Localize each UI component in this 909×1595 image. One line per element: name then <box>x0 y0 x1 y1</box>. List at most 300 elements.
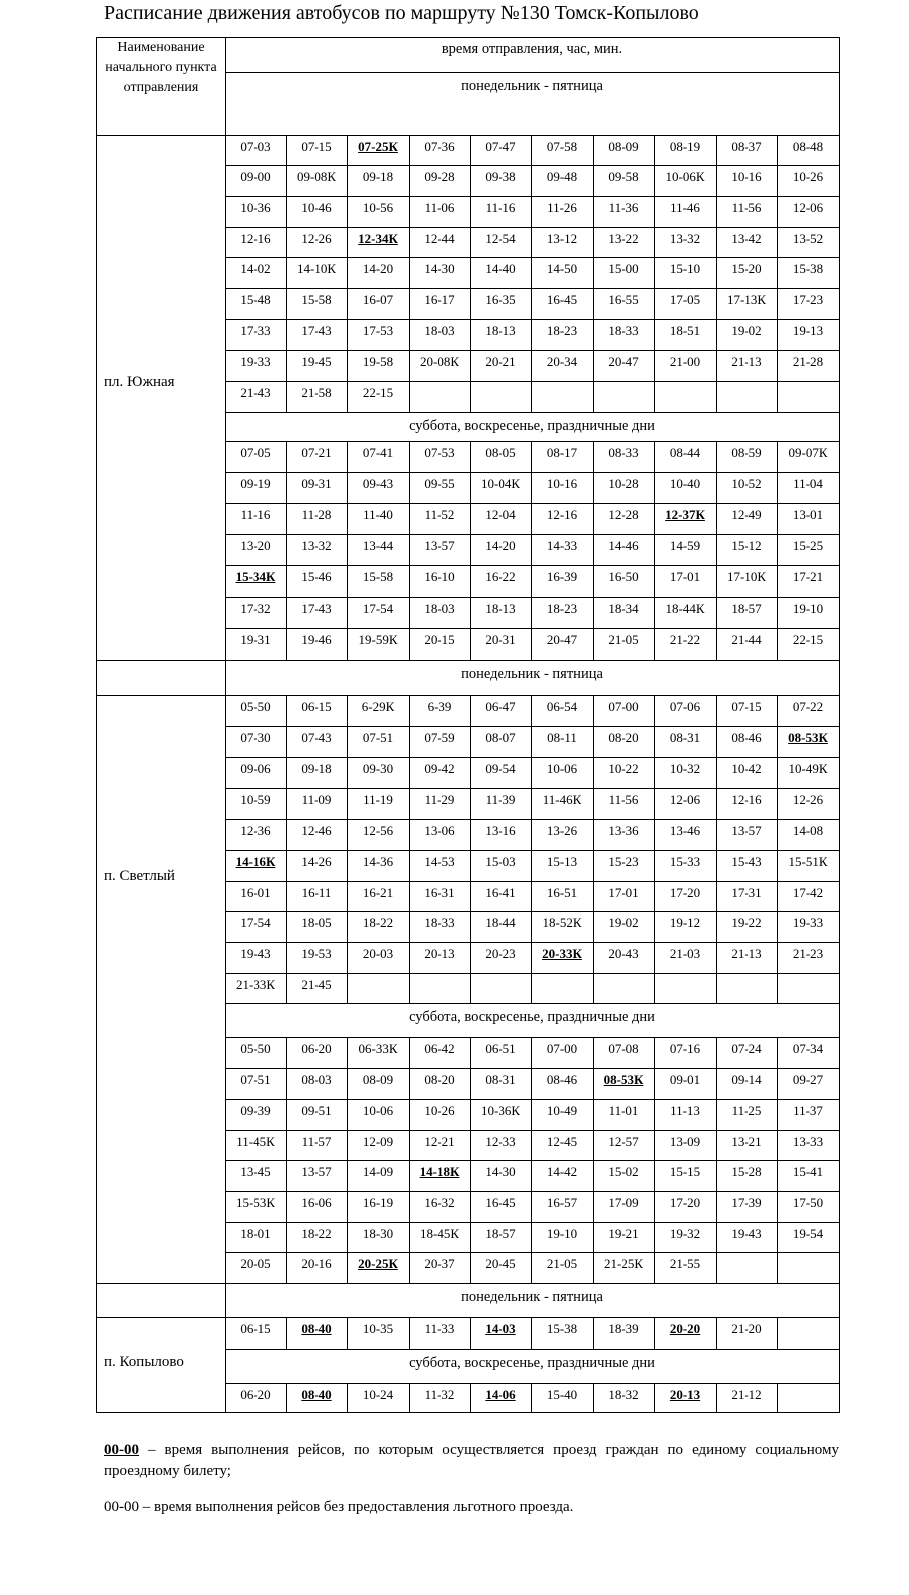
departure-time: 11-45К <box>236 1134 275 1149</box>
departure-time: 17-31 <box>731 885 762 900</box>
departure-time: 09-28 <box>424 169 455 184</box>
departure-time: 16-11 <box>301 885 332 900</box>
departure-time: 11-56 <box>608 792 639 807</box>
departure-time: 08-11 <box>547 730 577 745</box>
departure-time: 07-06 <box>669 699 701 714</box>
departure-time: 17-09 <box>608 1195 639 1210</box>
departure-time: 09-19 <box>240 476 271 491</box>
departure-time: 15-33 <box>669 854 701 869</box>
departure-time: 16-45 <box>485 1195 516 1210</box>
departure-time: 10-52 <box>731 476 762 491</box>
departure-time: 07-59 <box>424 730 455 745</box>
station-name: пл. Южная <box>104 374 175 390</box>
departure-time: 13-42 <box>731 231 762 246</box>
departure-time: 10-16 <box>731 169 762 184</box>
departure-time: 08-48 <box>792 139 824 154</box>
departure-time: 14-08 <box>792 823 824 838</box>
departure-time: 10-36 <box>240 200 271 215</box>
departure-time: 10-36К <box>481 1103 520 1118</box>
departure-time: 15-53К <box>236 1195 275 1210</box>
departure-time: 16-22 <box>485 569 516 584</box>
departure-time: 17-10К <box>727 569 766 584</box>
departure-time: 14-30 <box>424 261 455 276</box>
departure-time: 09-18 <box>301 761 332 776</box>
departure-time: 20-33К <box>542 946 582 961</box>
departure-time: 16-21 <box>362 885 394 900</box>
departure-time: 16-10 <box>424 569 455 584</box>
departure-time: 14-30 <box>485 1164 516 1179</box>
departure-time: 21-12 <box>731 1387 762 1402</box>
departure-time: 19-54 <box>792 1226 824 1241</box>
departure-time: 15-25 <box>792 538 824 553</box>
departure-time: 21-05 <box>608 632 639 647</box>
departure-time: 15-03 <box>485 854 516 869</box>
departure-time: 11-01 <box>608 1103 639 1118</box>
departure-time: 11-25 <box>731 1103 762 1118</box>
departure-time <box>531 973 593 1003</box>
departure-time: 20-03 <box>362 946 394 961</box>
departure-time: 13-33 <box>792 1134 824 1149</box>
departure-time <box>409 973 470 1003</box>
departure-time: 11-16 <box>485 200 516 215</box>
departure-time: 19-58 <box>362 354 394 369</box>
departure-time: 13-22 <box>608 231 639 246</box>
departure-time: 10-32 <box>669 761 701 776</box>
departure-time: 21-33К <box>236 977 275 992</box>
departure-time: 19-59К <box>358 632 398 647</box>
departure-time: 15-48 <box>240 292 271 307</box>
departure-time: 08-31 <box>485 1072 516 1087</box>
departure-time: 15-51К <box>788 854 828 869</box>
departure-time: 06-15 <box>240 1321 271 1336</box>
departure-time: 12-54 <box>485 231 516 246</box>
departure-time: 07-00 <box>608 699 639 714</box>
departure-time: 08-40 <box>301 1387 332 1402</box>
departure-time: 15-28 <box>731 1164 762 1179</box>
departure-time: 21-55 <box>669 1256 701 1271</box>
departure-time <box>531 381 593 412</box>
departure-time: 17-50 <box>792 1195 824 1210</box>
departure-time: 14-02 <box>240 261 271 276</box>
departure-time: 08-46 <box>546 1072 578 1087</box>
departure-time: 16-35 <box>485 292 516 307</box>
departure-time: 14-46 <box>608 538 639 553</box>
departure-time: 16-55 <box>608 292 639 307</box>
departure-time <box>593 973 654 1003</box>
departure-time: 16-45 <box>546 292 578 307</box>
departure-time: 14-50 <box>546 261 578 276</box>
departure-time: 14-33 <box>546 538 578 553</box>
departure-time: 11-09 <box>301 792 332 807</box>
departure-time: 14-16К <box>235 854 276 869</box>
departure-time: 12-04 <box>485 507 516 522</box>
departure-time: 18-22 <box>362 915 394 930</box>
departure-time: 19-13 <box>792 323 824 338</box>
departure-time: 17-43 <box>301 323 332 338</box>
departure-time: 17-23 <box>792 292 824 307</box>
departure-time: 20-15 <box>424 632 455 647</box>
departure-time: 05-50 <box>240 1041 271 1056</box>
departure-time: 07-51 <box>240 1072 271 1087</box>
departure-time: 18-13 <box>485 601 516 616</box>
departure-time: 11-40 <box>363 507 393 522</box>
header-station-column: Наименование начального пункта отправления <box>105 40 217 95</box>
departure-time: 20-25К <box>358 1256 398 1271</box>
departure-time: 12-57 <box>608 1134 639 1149</box>
departure-time: 08-05 <box>485 445 516 460</box>
departure-time: 12-16 <box>546 507 578 522</box>
row-border <box>225 1412 840 1413</box>
departure-time: 10-06К <box>665 169 705 184</box>
departure-time: 09-54 <box>485 761 516 776</box>
departure-time: 11-28 <box>301 507 332 522</box>
departure-time: 10-28 <box>608 476 639 491</box>
departure-time: 13-36 <box>608 823 639 838</box>
departure-time: 18-34 <box>608 601 639 616</box>
departure-time: 17-21 <box>792 569 824 584</box>
departure-time: 21-23 <box>792 946 824 961</box>
departure-time <box>347 973 409 1003</box>
departure-time: 14-59 <box>669 538 701 553</box>
departure-time: 12-06 <box>792 200 824 215</box>
departure-time: 11-36 <box>608 200 639 215</box>
departure-time: 10-49К <box>788 761 828 776</box>
departure-time <box>777 973 839 1003</box>
departure-time: 13-26 <box>546 823 578 838</box>
departure-time <box>777 1317 839 1349</box>
departure-time: 07-36 <box>424 139 455 154</box>
departure-time: 19-43 <box>731 1226 762 1241</box>
departure-time: 17-42 <box>792 885 824 900</box>
departure-time: 07-16 <box>669 1041 701 1056</box>
departure-time: 18-44 <box>485 915 516 930</box>
departure-time: 08-19 <box>669 139 701 154</box>
departure-time: 13-57 <box>301 1164 332 1179</box>
departure-time: 14-20 <box>485 538 516 553</box>
departure-time: 08-33 <box>608 445 639 460</box>
departure-time: 14-03 <box>485 1321 516 1336</box>
departure-time: 13-16 <box>485 823 516 838</box>
departure-time: 11-29 <box>424 792 455 807</box>
column-border <box>839 37 840 1413</box>
departure-time: 11-39 <box>485 792 516 807</box>
departure-time: 11-04 <box>793 476 823 491</box>
departure-time: 21-00 <box>669 354 701 369</box>
departure-time: 18-44К <box>665 601 705 616</box>
departure-time: 13-46 <box>669 823 701 838</box>
departure-time: 22-15 <box>362 385 394 400</box>
departure-time: 17-01 <box>669 569 701 584</box>
departure-time: 12-33 <box>485 1134 516 1149</box>
departure-time: 07-34 <box>792 1041 824 1056</box>
departure-time: 11-46 <box>670 200 700 215</box>
departure-time: 11-32 <box>424 1387 455 1402</box>
row-border <box>96 37 840 38</box>
departure-time: 15-58 <box>362 569 394 584</box>
departure-time: 17-43 <box>301 601 332 616</box>
departure-time: 18-22 <box>301 1226 332 1241</box>
departure-time: 10-56 <box>362 200 394 215</box>
departure-time: 17-05 <box>669 292 701 307</box>
departure-time: 09-30 <box>362 761 394 776</box>
departure-time: 6-39 <box>427 699 452 714</box>
departure-time: 18-05 <box>301 915 332 930</box>
departure-time: 18-52К <box>542 915 582 930</box>
departure-time: 15-46 <box>301 569 332 584</box>
departure-time: 19-02 <box>731 323 762 338</box>
departure-time <box>777 1383 839 1412</box>
departure-time: 12-56 <box>362 823 394 838</box>
departure-time: 20-34 <box>546 354 578 369</box>
departure-time: 09-38 <box>485 169 516 184</box>
departure-time: 09-39 <box>240 1103 271 1118</box>
departure-time: 09-00 <box>240 169 271 184</box>
departure-time: 13-57 <box>731 823 762 838</box>
departure-time: 16-06 <box>301 1195 332 1210</box>
legend-regular: 00-00 – время выполнения рейсов без предоставления льготного проезда. <box>104 1499 574 1515</box>
departure-time: 16-31 <box>424 885 455 900</box>
departure-time: 11-16 <box>240 507 271 522</box>
departure-time: 11-52 <box>424 507 455 522</box>
departure-time: 13-12 <box>546 231 578 246</box>
station-name: п. Светлый <box>104 868 175 884</box>
departure-time: 15-41 <box>792 1164 824 1179</box>
departure-time: 18-45К <box>420 1226 459 1241</box>
departure-time: 16-32 <box>424 1195 455 1210</box>
departure-time: 18-03 <box>424 601 455 616</box>
departure-time: 12-45 <box>546 1134 578 1149</box>
departure-time: 14-20 <box>362 261 394 276</box>
departure-time: 09-01 <box>669 1072 701 1087</box>
departure-time: 12-26 <box>792 792 824 807</box>
departure-time: 20-47 <box>546 632 578 647</box>
departure-time: 16-01 <box>240 885 271 900</box>
departure-time: 20-47 <box>608 354 639 369</box>
page-title: Расписание движения автобусов по маршруту №130 Томск-Копылово <box>104 2 699 24</box>
departure-time: 12-36 <box>240 823 271 838</box>
departure-time: 08-40 <box>301 1321 332 1336</box>
departure-time: 13-09 <box>669 1134 701 1149</box>
departure-time: 09-14 <box>731 1072 762 1087</box>
departure-time: 12-26 <box>301 231 332 246</box>
departure-time: 15-38 <box>546 1321 578 1336</box>
departure-time: 16-07 <box>362 292 394 307</box>
departure-time: 13-52 <box>792 231 824 246</box>
departure-time: 17-39 <box>731 1195 762 1210</box>
departure-time: 10-16 <box>546 476 578 491</box>
departure-time: 19-10 <box>546 1226 578 1241</box>
departure-time: 15-58 <box>301 292 332 307</box>
departure-time: 19-12 <box>669 915 701 930</box>
departure-time: 13-06 <box>424 823 455 838</box>
row-border <box>96 695 226 696</box>
departure-time <box>777 1252 839 1283</box>
departure-time: 10-35 <box>362 1321 394 1336</box>
departure-time: 07-51 <box>362 730 394 745</box>
departure-time <box>470 973 531 1003</box>
departure-time: 11-06 <box>424 200 455 215</box>
departure-time: 19-33 <box>792 915 824 930</box>
departure-time: 21-43 <box>240 385 271 400</box>
departure-time: 11-57 <box>301 1134 332 1149</box>
departure-time: 12-37К <box>665 507 705 522</box>
departure-time: 16-17 <box>424 292 455 307</box>
departure-time: 19-31 <box>240 632 271 647</box>
departure-time: 06-33К <box>358 1041 398 1056</box>
row-border <box>96 1317 226 1318</box>
departure-time: 16-51 <box>546 885 578 900</box>
departure-time: 10-49 <box>546 1103 578 1118</box>
departure-time: 11-19 <box>363 792 393 807</box>
departure-time: 07-15 <box>301 139 332 154</box>
departure-time: 13-57 <box>424 538 455 553</box>
departure-time: 20-13 <box>669 1387 701 1402</box>
departure-time: 21-25К <box>604 1256 643 1271</box>
departure-time: 20-20 <box>669 1321 701 1336</box>
day-type-label: суббота, воскресенье, праздничные дни <box>409 1355 655 1371</box>
departure-time: 11-26 <box>547 200 577 215</box>
departure-time: 17-54 <box>362 601 394 616</box>
departure-time: 20-21 <box>485 354 516 369</box>
departure-time: 21-44 <box>731 632 762 647</box>
departure-time: 15-40 <box>546 1387 578 1402</box>
departure-time: 07-03 <box>240 139 271 154</box>
departure-time: 11-46К <box>542 792 582 807</box>
departure-time: 12-49 <box>731 507 762 522</box>
departure-time: 08-09 <box>608 139 639 154</box>
departure-time: 15-10 <box>669 261 701 276</box>
departure-time: 14-53 <box>424 854 455 869</box>
departure-time: 10-06 <box>546 761 578 776</box>
departure-time: 18-23 <box>546 601 578 616</box>
departure-time <box>470 381 531 412</box>
departure-time: 20-13 <box>424 946 455 961</box>
departure-time <box>716 973 777 1003</box>
departure-time: 17-32 <box>240 601 271 616</box>
departure-time: 19-33 <box>240 354 271 369</box>
departure-time: 07-25К <box>358 139 398 154</box>
departure-time: 18-51 <box>669 323 701 338</box>
departure-time: 11-33 <box>424 1321 455 1336</box>
departure-time: 07-00 <box>546 1041 578 1056</box>
departure-time: 15-43 <box>731 854 762 869</box>
departure-time: 20-43 <box>608 946 639 961</box>
departure-time: 09-48 <box>546 169 578 184</box>
departure-time: 08-17 <box>546 445 578 460</box>
departure-time: 18-23 <box>546 323 578 338</box>
departure-time: 09-51 <box>301 1103 332 1118</box>
legend-bold-sample: 00-00 <box>104 1442 139 1458</box>
departure-time <box>654 973 716 1003</box>
departure-time: 21-05 <box>546 1256 578 1271</box>
departure-time <box>777 381 839 412</box>
departure-time: 18-32 <box>608 1387 639 1402</box>
departure-time: 16-41 <box>485 885 516 900</box>
departure-time: 21-03 <box>669 946 701 961</box>
departure-time: 10-46 <box>301 200 332 215</box>
departure-time: 17-01 <box>608 885 639 900</box>
departure-time: 07-53 <box>424 445 455 460</box>
departure-time: 09-43 <box>362 476 394 491</box>
day-type-label: суббота, воскресенье, праздничные дни <box>409 1009 655 1025</box>
departure-time <box>716 381 777 412</box>
departure-time: 08-59 <box>731 445 762 460</box>
departure-time: 18-03 <box>424 323 455 338</box>
departure-time: 12-44 <box>424 231 455 246</box>
departure-time: 06-54 <box>546 699 578 714</box>
departure-time: 21-20 <box>731 1321 762 1336</box>
departure-time: 21-58 <box>301 385 332 400</box>
departure-time: 13-32 <box>669 231 701 246</box>
departure-time: 14-09 <box>362 1164 394 1179</box>
departure-time: 12-34К <box>358 231 398 246</box>
departure-time: 19-53 <box>301 946 332 961</box>
departure-time: 12-28 <box>608 507 639 522</box>
departure-time: 12-09 <box>362 1134 394 1149</box>
departure-time: 13-45 <box>240 1164 271 1179</box>
departure-time: 20-31 <box>485 632 516 647</box>
departure-time: 09-27 <box>792 1072 824 1087</box>
departure-time: 07-22 <box>792 699 824 714</box>
departure-time: 20-23 <box>485 946 516 961</box>
departure-time: 12-16 <box>240 231 271 246</box>
departure-time: 06-51 <box>485 1041 516 1056</box>
departure-time: 19-22 <box>731 915 762 930</box>
departure-time: 08-44 <box>669 445 701 460</box>
departure-time: 07-05 <box>240 445 271 460</box>
departure-time: 10-26 <box>792 169 824 184</box>
departure-time: 14-10К <box>297 261 336 276</box>
departure-time: 08-09 <box>362 1072 394 1087</box>
departure-time: 14-18К <box>419 1164 460 1179</box>
departure-time: 21-13 <box>731 354 762 369</box>
departure-time: 19-02 <box>608 915 639 930</box>
departure-time: 13-01 <box>792 507 824 522</box>
departure-time: 06-47 <box>485 699 516 714</box>
day-type-label: понедельник - пятница <box>461 666 603 682</box>
departure-time: 05-50 <box>240 699 271 714</box>
departure-time: 07-15 <box>731 699 762 714</box>
departure-time: 10-06 <box>362 1103 394 1118</box>
departure-time: 07-24 <box>731 1041 762 1056</box>
departure-time: 15-15 <box>669 1164 701 1179</box>
departure-time: 09-55 <box>424 476 455 491</box>
departure-time: 14-40 <box>485 261 516 276</box>
departure-time: 22-15 <box>792 632 824 647</box>
departure-time: 20-37 <box>424 1256 455 1271</box>
departure-time: 08-03 <box>301 1072 332 1087</box>
departure-time: 18-30 <box>362 1226 394 1241</box>
departure-time: 09-31 <box>301 476 332 491</box>
departure-time: 09-58 <box>608 169 639 184</box>
departure-time: 17-54 <box>240 915 271 930</box>
departure-time: 14-26 <box>301 854 332 869</box>
departure-time <box>593 381 654 412</box>
departure-time: 12-06 <box>669 792 701 807</box>
departure-time: 10-26 <box>424 1103 455 1118</box>
departure-time: 08-31 <box>669 730 701 745</box>
header-time-column: время отправления, час, мин. <box>441 41 623 57</box>
departure-time: 16-50 <box>608 569 639 584</box>
departure-time: 19-46 <box>301 632 332 647</box>
departure-time: 12-16 <box>731 792 762 807</box>
departure-time: 09-06 <box>240 761 271 776</box>
row-border <box>96 660 226 661</box>
row-border <box>96 1283 226 1284</box>
departure-time: 17-53 <box>362 323 394 338</box>
departure-time: 07-08 <box>608 1041 639 1056</box>
departure-time: 08-46 <box>731 730 762 745</box>
